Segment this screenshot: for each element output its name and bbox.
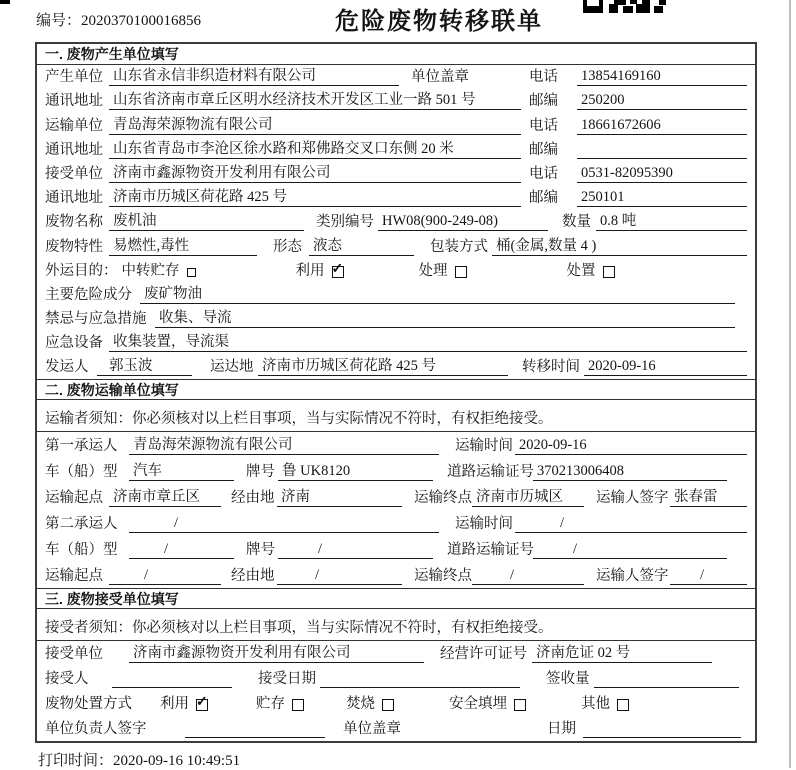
field-label: 包装方式 bbox=[430, 238, 488, 255]
scan-edge-artifact bbox=[0, 0, 10, 4]
waste-quantity-value: 0.8 吨 bbox=[596, 209, 747, 231]
field-label: 车（船）型 bbox=[45, 464, 118, 481]
signed-quantity-value bbox=[594, 670, 739, 688]
section2-heading: 二. 废物运输单位填写 bbox=[37, 379, 755, 400]
section1-heading: 一. 废物产生单位填写 bbox=[37, 44, 755, 65]
disposal-option-utilize bbox=[160, 692, 208, 713]
checkbox-utilize bbox=[332, 266, 344, 278]
license-number-value: 济南危证 02 号 bbox=[532, 641, 712, 663]
field-label: 道路运输证号 bbox=[447, 542, 534, 559]
emergency-equipment-value: 收集装置，导流渠 bbox=[109, 330, 747, 352]
field-label: 发运人 bbox=[45, 359, 89, 376]
plate-number1-value: 鲁 UK8120 bbox=[278, 459, 433, 481]
vehicle-type1-value: 汽车 bbox=[129, 459, 234, 481]
field-label: 电话 bbox=[529, 69, 558, 86]
producer-unit-row bbox=[37, 65, 755, 89]
field-label: 运输终点 bbox=[414, 490, 472, 507]
dispatch-row bbox=[37, 355, 755, 379]
receiver-address-value: 济南市历城区荷花路 425 号 bbox=[109, 185, 521, 207]
field-label: 运输时间 bbox=[455, 438, 513, 455]
road-permit1-value: 370213006408 bbox=[533, 463, 727, 481]
field-label: 主要危险成分 bbox=[45, 286, 132, 303]
field-label: 车（船）型 bbox=[45, 542, 118, 559]
field-label: 禁忌与应急措施 bbox=[45, 311, 147, 328]
checkbox-disposal-landfill bbox=[514, 699, 526, 711]
page-edge-line bbox=[789, 0, 791, 768]
field-label: 通讯地址 bbox=[45, 93, 103, 110]
field-label: 牌号 bbox=[246, 542, 275, 559]
field-label: 牌号 bbox=[246, 464, 275, 481]
receiver-address-row bbox=[37, 186, 755, 210]
receive-date-value bbox=[320, 670, 520, 688]
route-origin2-value: / bbox=[109, 567, 221, 585]
field-label: 形态 bbox=[273, 238, 302, 255]
emergency-equipment-row bbox=[37, 331, 755, 355]
purpose-option-treat bbox=[419, 259, 467, 280]
route1-row bbox=[37, 484, 755, 510]
option-label: 贮存 bbox=[256, 696, 285, 713]
checkbox-dispose bbox=[603, 266, 615, 278]
field-label: 签收量 bbox=[546, 671, 590, 688]
receive-unit-value: 济南市鑫源物资开发利用有限公司 bbox=[129, 641, 424, 663]
disposal-method-row bbox=[37, 691, 755, 716]
field-label: 通讯地址 bbox=[45, 141, 103, 158]
receiver-notice: 接受者须知：你必须核对以上栏目事项，当与实际情况不符时，有权拒绝接受。 bbox=[37, 609, 755, 641]
option-label: 其他 bbox=[581, 696, 610, 713]
field-label: 第一承运人 bbox=[45, 438, 118, 455]
route-via2-value: / bbox=[277, 567, 402, 585]
receiver-unit-value: 济南市鑫源物资开发利用有限公司 bbox=[109, 161, 521, 183]
receiver-person-value bbox=[112, 670, 232, 688]
checkbox-treat bbox=[455, 266, 467, 278]
purpose-option-dispose bbox=[567, 259, 615, 280]
field-label: 接受单位 bbox=[45, 646, 103, 663]
waste-traits-value: 易燃性,毒性 bbox=[109, 234, 257, 256]
receiver-person-row bbox=[37, 666, 755, 691]
field-label: 运输人签字 bbox=[596, 568, 669, 585]
waste-name-row bbox=[37, 210, 755, 234]
transporter-address-row bbox=[37, 138, 755, 162]
checkbox-disposal-other bbox=[617, 699, 629, 711]
field-label: 接受日期 bbox=[258, 671, 316, 688]
field-label: 运达地 bbox=[210, 359, 254, 376]
transporter-notice: 运输者须知：你必须核对以上栏目事项，当与实际情况不符时，有权拒绝接受。 bbox=[37, 400, 755, 432]
waste-name-value: 废机油 bbox=[109, 209, 304, 231]
transport-date2-value: / bbox=[515, 515, 747, 533]
route2-row bbox=[37, 562, 755, 588]
purpose-option-utilize bbox=[296, 259, 344, 280]
disposal-option-storage bbox=[256, 692, 304, 713]
field-label: 产生单位 bbox=[45, 69, 103, 86]
field-label: 第二承运人 bbox=[45, 516, 118, 533]
producer-address-value: 山东省济南市章丘区明水经济技术开发区工业一路 501 号 bbox=[109, 88, 521, 110]
field-label: 接受人 bbox=[45, 671, 89, 688]
option-label: 利用 bbox=[160, 696, 189, 713]
field-label: 道路运输证号 bbox=[447, 464, 534, 481]
carrier1-value: 青岛海荣源物流有限公司 bbox=[129, 433, 439, 455]
field-label: 经由地 bbox=[231, 568, 275, 585]
carrier2-signature-value: / bbox=[670, 567, 747, 585]
waste-code-value: HW08(900-249-08) bbox=[378, 213, 548, 231]
emergency-measures-value: 收集、导流 bbox=[155, 306, 735, 328]
field-label: 日期 bbox=[547, 721, 576, 738]
field-label: 废物特性 bbox=[45, 238, 103, 255]
carrier1-signature-value: 张春雷 bbox=[670, 485, 747, 507]
producer-phone-value: 13854169160 bbox=[577, 68, 747, 86]
vehicle1-row bbox=[37, 458, 755, 484]
transporter-address-value: 山东省青岛市李沧区徐水路和郑佛路交叉口东侧 20 米 bbox=[109, 137, 521, 159]
unit-stamp-label: 单位盖章 bbox=[343, 721, 401, 738]
field-label: 运输单位 bbox=[45, 117, 103, 134]
route-via1-value: 济南 bbox=[277, 485, 402, 507]
disposal-option-other bbox=[581, 692, 629, 713]
field-label: 邮编 bbox=[529, 93, 558, 110]
producer-address-row bbox=[37, 89, 755, 113]
option-label: 安全填埋 bbox=[449, 696, 507, 713]
option-label: 利用 bbox=[295, 262, 325, 279]
route-end2-value: / bbox=[472, 567, 584, 585]
field-label: 单位负责人签字 bbox=[45, 721, 147, 738]
checkbox-transit-storage bbox=[187, 268, 196, 277]
transporter-zip-value bbox=[577, 141, 747, 159]
print-time bbox=[38, 749, 240, 770]
emergency-measures-row bbox=[37, 307, 755, 331]
field-label: 运输终点 bbox=[414, 568, 472, 585]
carrier2-row bbox=[37, 510, 755, 536]
checkbox-disposal-storage bbox=[292, 699, 304, 711]
print-time-value: 2020-09-16 10:49:51 bbox=[113, 753, 241, 769]
carrier2-value: / bbox=[129, 515, 439, 533]
page-title: 危险废物转移联单 bbox=[335, 8, 543, 35]
receiver-unit-row bbox=[37, 162, 755, 186]
signature-row bbox=[37, 716, 755, 741]
receive-unit-row bbox=[37, 641, 755, 666]
transporter-unit-row bbox=[37, 113, 755, 137]
receiver-zip-value: 250101 bbox=[577, 189, 747, 207]
waste-form-value: 液态 bbox=[309, 234, 414, 256]
option-label: 中转贮存 bbox=[121, 262, 180, 279]
plate-number2-value: / bbox=[278, 541, 433, 559]
field-label: 废物处置方式 bbox=[45, 696, 132, 713]
producer-unit-value: 山东省永信非织造材料有限公司 bbox=[109, 64, 399, 86]
document-number bbox=[36, 9, 201, 30]
field-label: 应急设备 bbox=[45, 335, 103, 352]
option-label: 焚烧 bbox=[346, 696, 375, 713]
producer-zip-value: 250200 bbox=[577, 92, 747, 110]
route-origin1-value: 济南市章丘区 bbox=[109, 485, 221, 507]
road-permit2-value: / bbox=[533, 541, 727, 559]
field-label: 运输时间 bbox=[455, 516, 513, 533]
dispatcher-value: 郭玉波 bbox=[97, 354, 192, 376]
carrier1-row bbox=[37, 432, 755, 458]
signature-date-value bbox=[583, 720, 741, 738]
field-label: 通讯地址 bbox=[45, 190, 103, 207]
field-label: 废物名称 bbox=[45, 214, 103, 231]
field-label: 邮编 bbox=[529, 190, 558, 207]
destination-value: 济南市历城区荷花路 425 号 bbox=[258, 354, 508, 376]
field-label: 类别编号 bbox=[316, 214, 374, 231]
field-label: 邮编 bbox=[529, 141, 558, 158]
field-label: 运输起点 bbox=[45, 568, 103, 585]
option-label: 处置 bbox=[566, 262, 596, 279]
purpose-option-transit-storage bbox=[122, 259, 196, 280]
field-label: 运输起点 bbox=[45, 490, 103, 507]
field-label: 转移时间 bbox=[522, 359, 580, 376]
field-label: 电话 bbox=[529, 165, 558, 182]
vehicle-type2-value: / bbox=[129, 541, 234, 559]
packaging-value: 桶(金属,数量 4 ) bbox=[492, 234, 747, 256]
field-label: 数量 bbox=[562, 214, 591, 231]
unit-stamp-label: 单位盖章 bbox=[411, 69, 469, 86]
transfer-purpose-row bbox=[37, 259, 755, 283]
checkbox-disposal-utilize bbox=[196, 699, 208, 711]
field-label: 外运目的： bbox=[45, 262, 118, 279]
route-end1-value: 济南市历城区 bbox=[472, 485, 584, 507]
field-label: 接受单位 bbox=[45, 165, 103, 182]
field-label: 运输人签字 bbox=[596, 490, 669, 507]
hazard-components-value: 废矿物油 bbox=[140, 282, 735, 304]
disposal-option-incinerate bbox=[346, 692, 394, 713]
section3-heading: 三. 废物接受单位填写 bbox=[37, 588, 755, 609]
checkbox-disposal-incinerate bbox=[382, 699, 394, 711]
waste-traits-row bbox=[37, 234, 755, 258]
disposal-option-landfill bbox=[449, 692, 526, 713]
field-label: 经营许可证号 bbox=[440, 646, 527, 663]
transporter-phone-value: 18661672606 bbox=[577, 117, 747, 135]
print-time-label: 打印时间： bbox=[38, 753, 114, 769]
transport-date1-value: 2020-09-16 bbox=[515, 437, 747, 455]
option-label: 处理 bbox=[418, 262, 448, 279]
responsible-signature-value bbox=[185, 720, 325, 738]
vehicle2-row bbox=[37, 536, 755, 562]
receiver-phone-value: 0531-82095390 bbox=[577, 165, 747, 183]
transfer-date-value: 2020-09-16 bbox=[584, 358, 747, 376]
manifest-form-table bbox=[35, 42, 757, 743]
transporter-unit-value: 青岛海荣源物流有限公司 bbox=[109, 113, 521, 135]
document-number-label: 编号： bbox=[36, 13, 82, 29]
document-number-value: 2020370100016856 bbox=[81, 13, 202, 29]
field-label: 电话 bbox=[529, 117, 558, 134]
field-label: 经由地 bbox=[231, 490, 275, 507]
qr-code-partial-icon bbox=[583, 0, 669, 13]
hazard-components-row bbox=[37, 283, 755, 307]
